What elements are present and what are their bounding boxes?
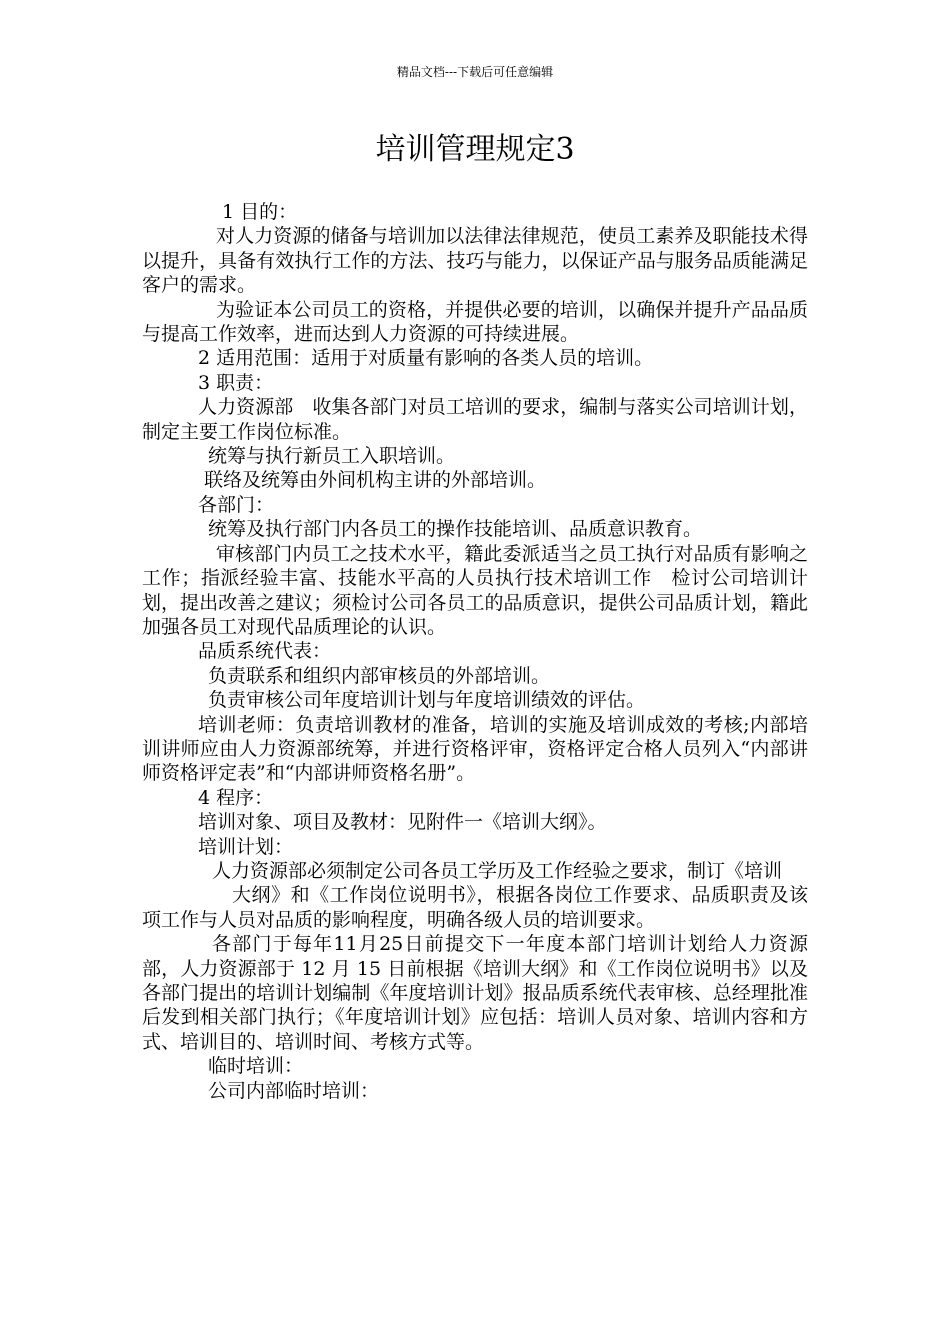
paragraph-quality-rep-duty-2: 负责审核公司年度培训计划与年度培训绩效的评估。	[208, 689, 646, 712]
document-body	[142, 200, 808, 1103]
paragraph-training-plan-2: 大纲》和《工作岗位说明书》，根据各岗位工作要求、品质职责及该项工作与人员对品质的影响程度，明确各级人员的培训要求。	[142, 884, 808, 931]
paragraph-quality-rep-duty-1: 负责联系和组织内部审核员的外部培训。	[208, 664, 551, 687]
paragraph-training-plan-3: 各部门于每年11月25日前提交下一年度本部门培训计划给人力资源部，人力资源部于 12 月 15 日前根据《培训大纲》和《工作岗位说明书》以及各部门提出的培训计划编制《年度培训计划》报品质系统代表审核、总经理批准后发到相关部门执行；《年度培训计划》应包括：培训人员对象、培训内容和方式、培训目的、培训时间、考核方式等。	[142, 933, 808, 1053]
paragraph-hr-duty-3: 联络及统筹由外间机构主讲的外部培训。	[204, 469, 547, 492]
paragraph-departments-duty-2: 审核部门内员工之技术水平，籍此委派适当之员工执行对品质有影响之工作；指派经验丰富、技能水平高的人员执行技术培训工作 检讨公司培训计划，提出改善之建议；须检讨公司各员工的品质意识，提供公司品质计划，籍此加强各员工对现代品质理论的认识。	[142, 542, 808, 638]
document-title: 培训管理规定3	[375, 132, 575, 167]
paragraph-purpose-1: 对人力资源的储备与培训加以法律法律规范，使员工素养及职能技术得以提升，具备有效执行工作的方法、技巧与能力，以保证产品与服务品质能满足客户的需求。	[142, 225, 808, 297]
paragraph-purpose-heading: 1 目的：	[222, 201, 298, 223]
paragraph-scope: 2 适用范围：适用于对质量有影响的各类人员的培训。	[198, 347, 654, 370]
paragraph-departments-heading: 各部门：	[198, 493, 275, 516]
paragraph-quality-rep-heading: 品质系统代表：	[198, 640, 332, 663]
paragraph-trainer: 培训老师：负责培训教材的准备，培训的实施及培训成效的考核;内部培训讲师应由人力资源部统筹，并进行资格评审，资格评定合格人员列入“内部讲师资格评定表”和“内部讲师资格名册”。	[142, 713, 808, 785]
paragraph-hr-duties: 人力资源部 收集各部门对员工培训的要求，编制与落实公司培训计划，制定主要工作岗位标准。	[142, 396, 808, 443]
paragraph-training-plan-heading: 培训计划：	[198, 835, 294, 858]
paragraph-training-plan-1: 人力资源部必须制定公司各员工学历及工作经验之要求，制订《培训	[212, 859, 783, 882]
paragraph-internal-temp-training: 公司内部临时培训：	[208, 1079, 380, 1102]
paragraph-hr-duty-2: 统筹与执行新员工入职培训。	[208, 445, 456, 468]
paragraph-purpose-2: 为验证本公司员工的资格，并提供必要的培训，以确保并提升产品品质与提高工作效率，进而达到人力资源的可持续进展。	[142, 298, 808, 346]
paragraph-procedure-heading: 4 程序：	[198, 786, 274, 809]
paragraph-duties-heading: 3 职责：	[198, 371, 274, 394]
paragraph-departments-duty-1: 统筹及执行部门内各员工的操作技能培训、品质意识教育。	[208, 518, 703, 541]
page-header: 精品文档---下载后可任意编辑	[396, 65, 554, 79]
paragraph-training-targets: 培训对象、项目及教材：见附件一《培训大纲》。	[198, 811, 607, 834]
paragraph-temp-training-heading: 临时培训：	[208, 1055, 304, 1078]
